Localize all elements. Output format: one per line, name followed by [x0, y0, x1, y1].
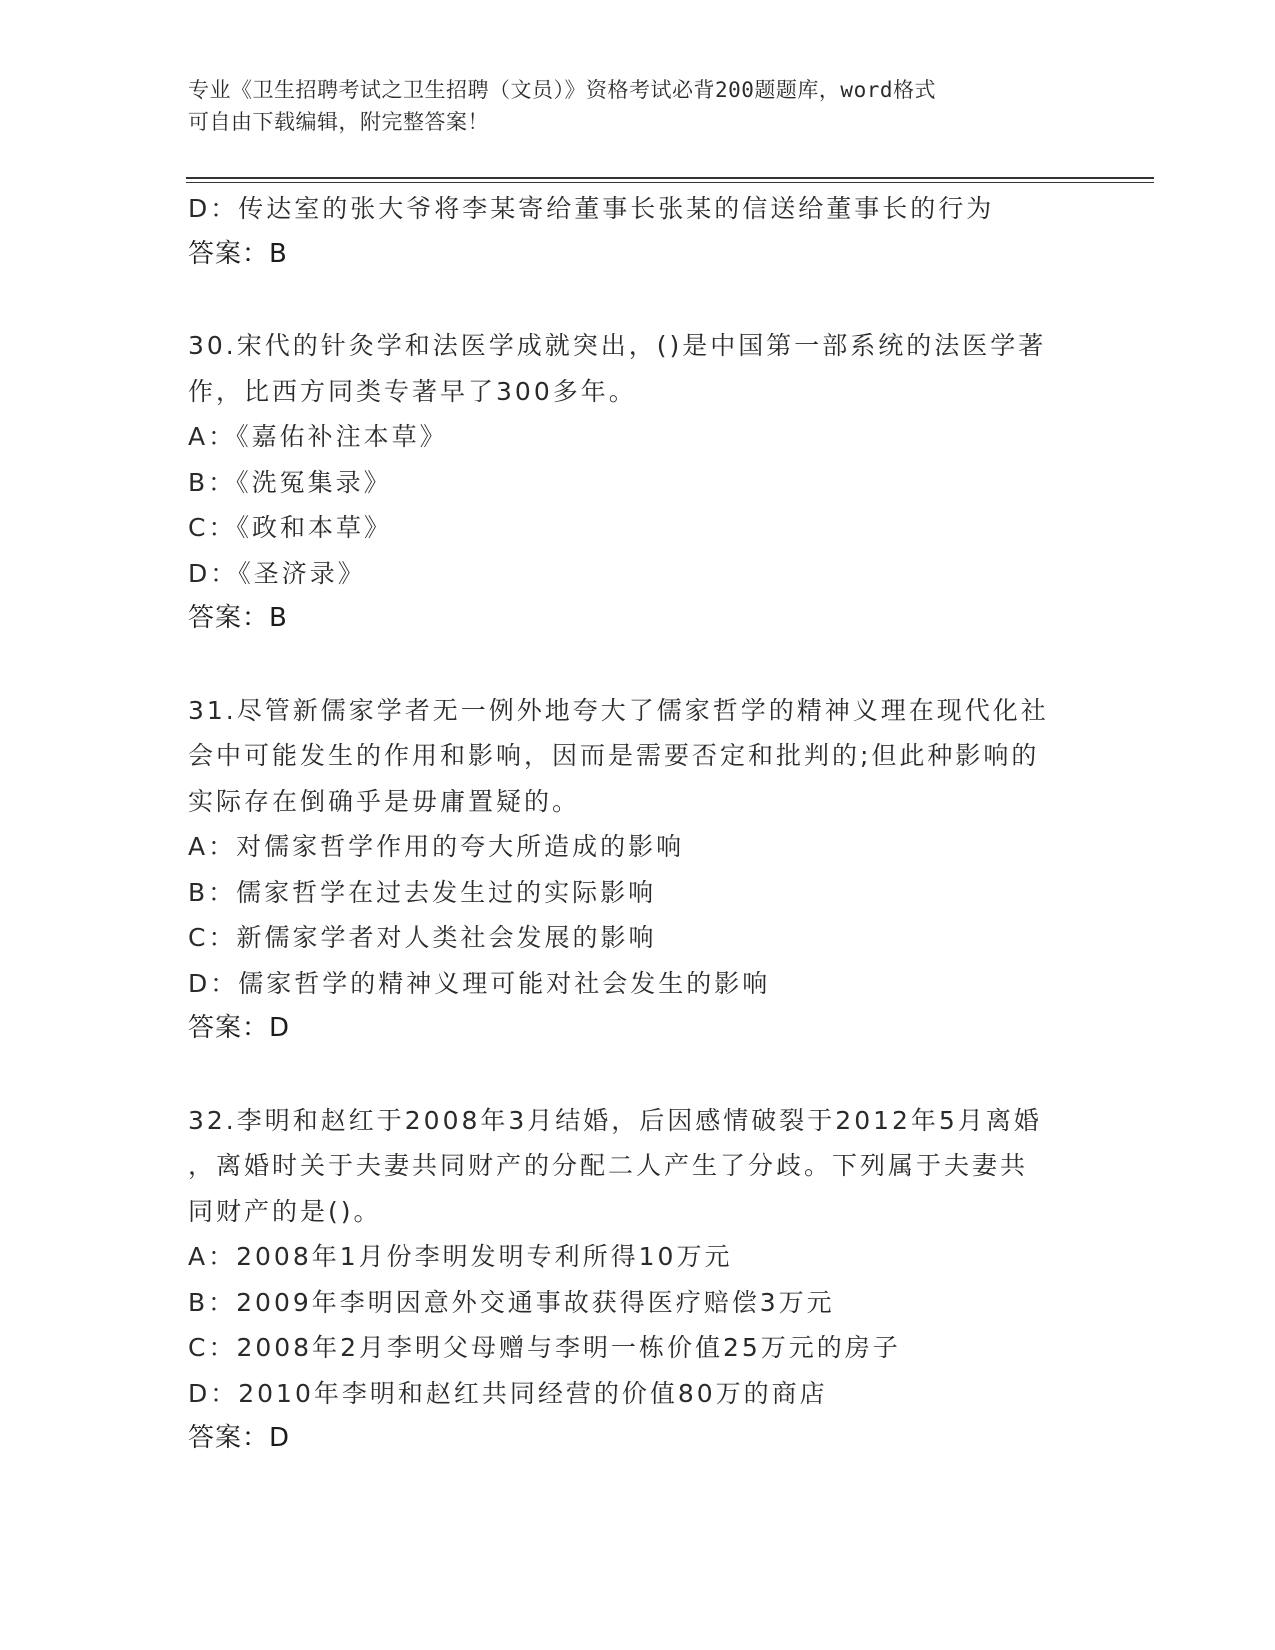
- option-a: A：对儒家哲学作用的夸大所造成的影响: [188, 832, 685, 861]
- header-title-line-1: 专业《卫生招聘考试之卫生招聘（文员）》资格考试必背200题题库，word格式: [188, 78, 936, 102]
- question-text-line: 30.宋代的针灸学和法医学成就突出，()是中国第一部系统的法医学著: [188, 331, 1047, 360]
- option-c: C：2008年2月李明父母赠与李明一栋价值25万元的房子: [188, 1333, 901, 1362]
- spacer: [188, 1052, 1088, 1098]
- question-text-line: 会中可能发生的作用和影响，因而是需要否定和批判的;但此种影响的: [188, 741, 1040, 770]
- question-text-line: ，离婚时关于夫妻共同财产的分配二人产生了分歧。下列属于夫妻共: [188, 1151, 1029, 1180]
- question-content: [188, 186, 1088, 1462]
- spacer: [188, 642, 1088, 688]
- question-30: [188, 323, 1088, 642]
- option-b: B：儒家哲学在过去发生过的实际影响: [188, 877, 657, 907]
- answer-line: 答案：B: [188, 238, 288, 269]
- spacer: [188, 277, 1088, 323]
- question-text-line: 同财产的是()。: [188, 1196, 382, 1226]
- answer-line: 答案：B: [188, 603, 288, 633]
- question-text-line: 32.李明和赵红于2008年3月结婚，后因感情破裂于2012年5月离婚: [188, 1105, 1042, 1135]
- previous-question-tail: [188, 186, 1088, 277]
- option-d: D：传达室的张大爷将李某寄给董事长张某的信送给董事长的行为: [188, 194, 995, 223]
- option-d: D：《圣济录》: [188, 558, 366, 588]
- question-31: [188, 688, 1088, 1052]
- question-text-line: 实际存在倒确乎是毋庸置疑的。: [188, 786, 581, 816]
- option-b: B：2009年李明因意外交通事故获得医疗赔偿3万元: [188, 1287, 835, 1317]
- option-c: C：《政和本草》: [188, 513, 392, 542]
- option-d: D：2010年李明和赵红共同经营的价值80万的商店: [188, 1378, 828, 1408]
- answer-line: 答案：D: [188, 1013, 291, 1043]
- header-title-line-2: 可自由下载编辑，附完整答案！: [188, 110, 489, 134]
- question-text-line: 31.尽管新儒家学者无一例外地夸大了儒家哲学的精神义理在现代化社: [188, 695, 1049, 725]
- question-32: [188, 1098, 1088, 1462]
- header-divider-thin: [186, 182, 1154, 183]
- option-a: A：2008年1月份李明发明专利所得10万元: [188, 1242, 733, 1271]
- answer-line: 答案：D: [188, 1423, 291, 1453]
- option-c: C：新儒家学者对人类社会发展的影响: [188, 923, 657, 952]
- document-header: [188, 74, 1068, 138]
- question-text-line: 作，比西方同类专著早了300多年。: [188, 376, 637, 406]
- option-a: A：《嘉佑补注本草》: [188, 422, 448, 451]
- option-b: B：《洗冤集录》: [188, 467, 392, 497]
- header-divider-thick: [186, 177, 1154, 179]
- option-d: D：儒家哲学的精神义理可能对社会发生的影响: [188, 968, 771, 998]
